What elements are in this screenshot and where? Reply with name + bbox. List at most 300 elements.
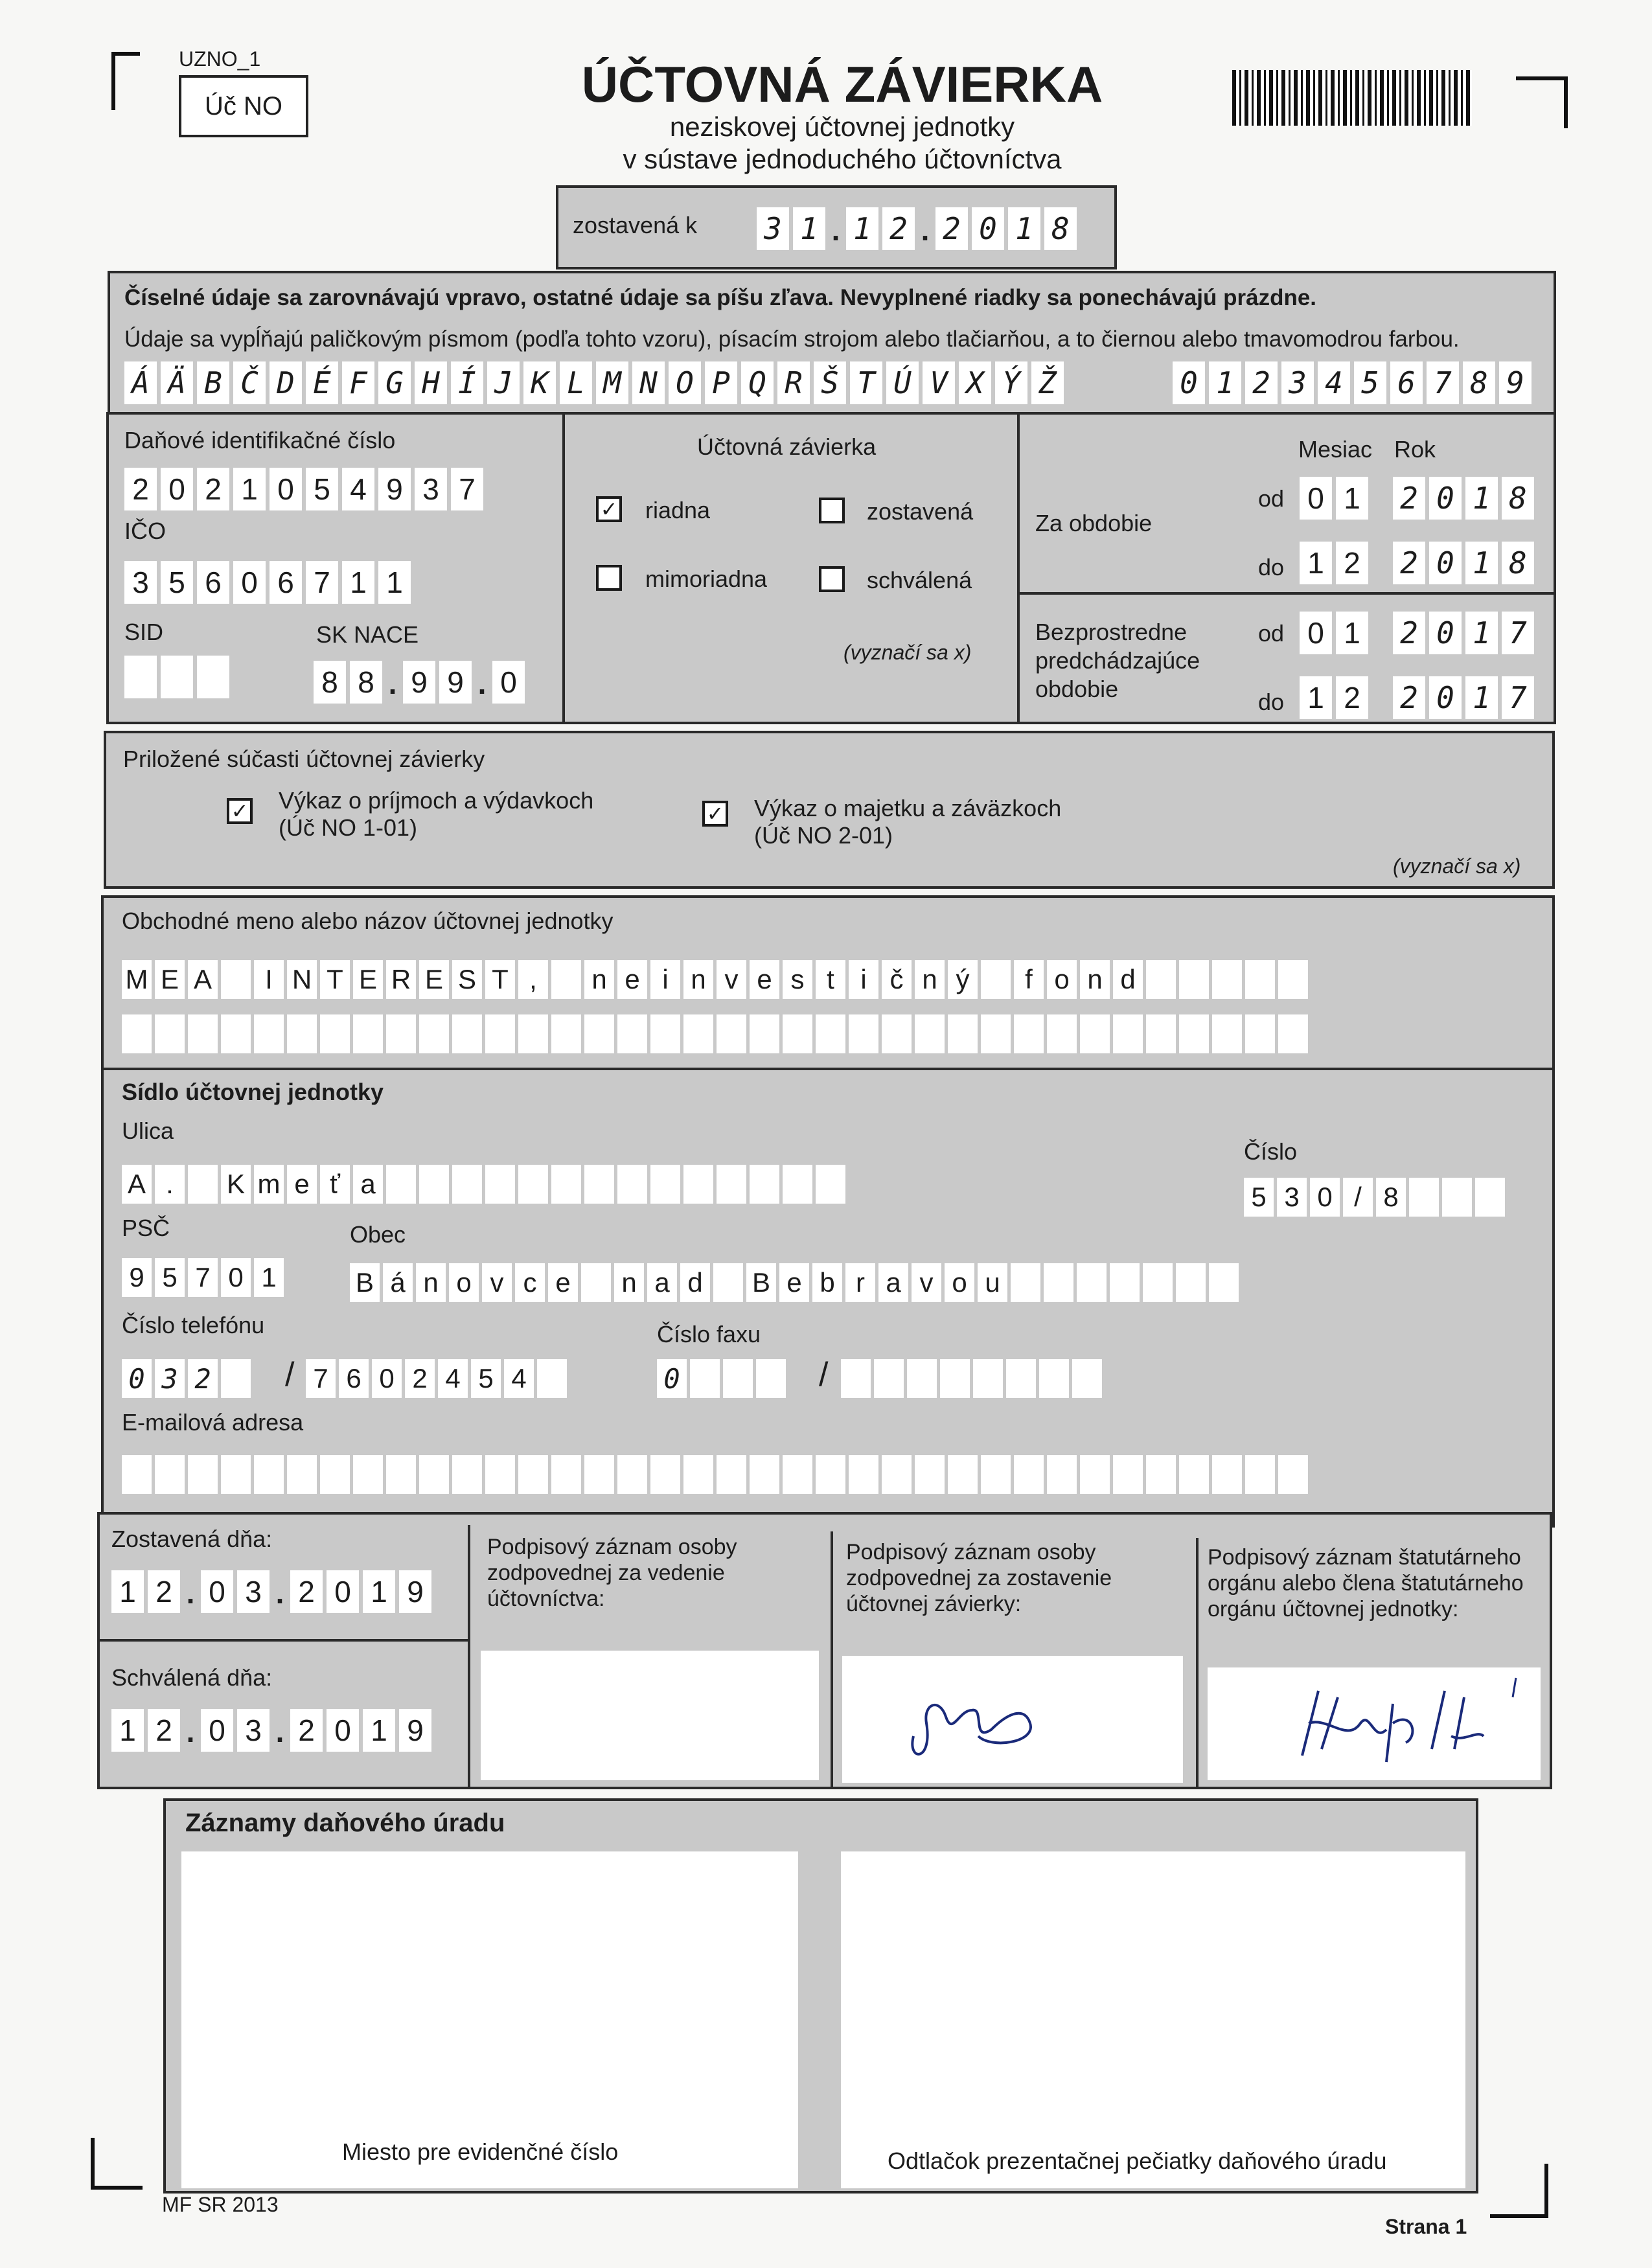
char-cell[interactable]: c [515,1263,545,1302]
char-cell[interactable] [981,960,1011,999]
char-cell[interactable]: 0 [122,1359,152,1398]
char-cell[interactable] [188,1014,218,1053]
char-cell[interactable] [1014,1455,1044,1494]
char-cell[interactable] [617,1455,647,1494]
char-cell[interactable] [452,1455,482,1494]
char-cell[interactable] [1047,1455,1077,1494]
char-cell[interactable]: u [978,1263,1007,1302]
char-cell[interactable] [841,1359,871,1398]
char-cell[interactable]: n [584,960,614,999]
char-cell[interactable] [386,1165,416,1204]
char-cell[interactable]: f [1014,960,1044,999]
char-cell[interactable]: v [912,1263,941,1302]
char-cell[interactable]: A [122,1165,152,1204]
char-cell[interactable]: 0 [372,1359,402,1398]
char-cell[interactable]: 3 [124,561,157,604]
char-cell[interactable] [750,1455,779,1494]
char-cell[interactable]: 0 [1429,612,1462,654]
char-cell[interactable]: 9 [399,1570,431,1613]
char-cell[interactable] [353,1014,383,1053]
char-cell[interactable]: 2 [124,468,157,510]
char-cell[interactable] [161,656,193,698]
char-cell[interactable] [221,1359,251,1398]
char-cell[interactable]: , [518,960,548,999]
riadna-checkbox[interactable] [596,496,622,522]
char-cell[interactable] [551,1165,581,1204]
char-cell[interactable] [882,1014,912,1053]
char-cell[interactable]: n [915,960,945,999]
char-cell[interactable]: 0 [201,1570,233,1613]
cur-to-month[interactable] [1300,542,1368,584]
char-cell[interactable] [1278,1014,1308,1053]
char-cell[interactable] [551,960,581,999]
separator-dot[interactable]: . [275,1576,284,1610]
city-field[interactable] [350,1263,1239,1302]
char-cell[interactable] [1039,1359,1069,1398]
char-cell[interactable] [419,1455,449,1494]
char-cell[interactable] [1245,1014,1275,1053]
char-cell[interactable]: 8 [1502,477,1534,520]
char-cell[interactable]: 2 [405,1359,435,1398]
char-cell[interactable] [1245,1455,1275,1494]
char-cell[interactable]: 0 [1310,1178,1340,1217]
char-cell[interactable]: 0 [327,1570,359,1613]
char-cell[interactable]: č [882,960,912,999]
char-cell[interactable] [1077,1263,1107,1302]
char-cell[interactable] [1014,1014,1044,1053]
char-cell[interactable]: 7 [451,468,483,510]
char-cell[interactable] [849,1014,878,1053]
char-cell[interactable]: n [614,1263,644,1302]
char-cell[interactable]: 9 [399,1709,431,1752]
char-cell[interactable]: á [383,1263,413,1302]
char-cell[interactable]: 0 [1429,477,1462,520]
char-cell[interactable] [915,1455,945,1494]
char-cell[interactable] [452,1014,482,1053]
char-cell[interactable] [1475,1178,1505,1217]
char-cell[interactable]: 3 [415,468,447,510]
char-cell[interactable]: 5 [1244,1178,1274,1217]
char-cell[interactable] [518,1455,548,1494]
char-cell[interactable] [386,1014,416,1053]
char-cell[interactable]: e [779,1263,809,1302]
char-cell[interactable]: 9 [439,661,472,704]
prev-from-month[interactable] [1300,612,1368,654]
prev-to-year[interactable] [1393,676,1534,719]
separator-dot[interactable]: . [186,1715,195,1748]
char-cell[interactable] [320,1455,350,1494]
char-cell[interactable] [155,1455,185,1494]
char-cell[interactable]: A [188,960,218,999]
char-cell[interactable] [783,1014,812,1053]
char-cell[interactable]: 2 [197,468,229,510]
char-cell[interactable] [750,1165,779,1204]
char-cell[interactable] [723,1359,753,1398]
char-cell[interactable]: . [155,1165,185,1204]
char-cell[interactable] [750,1014,779,1053]
char-cell[interactable]: 7 [1502,676,1534,719]
char-cell[interactable]: 0 [270,468,302,510]
char-cell[interactable]: 4 [504,1359,534,1398]
char-cell[interactable] [581,1263,611,1302]
char-cell[interactable]: 1 [111,1709,144,1752]
char-cell[interactable] [518,1014,548,1053]
separator-dot[interactable]: . [186,1576,195,1610]
char-cell[interactable] [650,1455,680,1494]
char-cell[interactable] [551,1455,581,1494]
char-cell[interactable]: 4 [438,1359,468,1398]
char-cell[interactable]: 2 [290,1570,323,1613]
char-cell[interactable] [221,1014,251,1053]
char-cell[interactable] [221,1455,251,1494]
char-cell[interactable]: S [452,960,482,999]
zostavena-checkbox[interactable] [819,498,845,523]
char-cell[interactable]: 1 [363,1709,395,1752]
char-cell[interactable]: d [680,1263,710,1302]
char-cell[interactable] [1278,960,1308,999]
char-cell[interactable]: 1 [1465,542,1498,584]
entity-name-row-1[interactable] [122,960,1308,999]
char-cell[interactable]: ý [948,960,978,999]
char-cell[interactable]: 2 [188,1359,218,1398]
char-cell[interactable] [816,1455,845,1494]
char-cell[interactable]: 6 [270,561,302,604]
char-cell[interactable]: n [683,960,713,999]
mimoriadna-checkbox[interactable] [596,565,622,591]
char-cell[interactable]: 2 [1393,477,1425,520]
char-cell[interactable]: e [617,960,647,999]
char-cell[interactable]: 0 [201,1709,233,1752]
char-cell[interactable] [254,1014,284,1053]
char-cell[interactable] [1011,1263,1040,1302]
char-cell[interactable]: 3 [1277,1178,1307,1217]
char-cell[interactable] [1278,1455,1308,1494]
char-cell[interactable] [124,656,157,698]
char-cell[interactable]: 3 [237,1709,270,1752]
char-cell[interactable]: 3 [155,1359,185,1398]
char-cell[interactable] [1006,1359,1036,1398]
char-cell[interactable] [1080,1014,1110,1053]
char-cell[interactable]: 5 [471,1359,501,1398]
char-cell[interactable]: a [647,1263,677,1302]
char-cell[interactable]: 7 [188,1258,218,1297]
evidence-number-area[interactable] [181,1851,798,2188]
char-cell[interactable] [981,1455,1011,1494]
char-cell[interactable]: / [1343,1178,1373,1217]
char-cell[interactable] [1212,960,1242,999]
char-cell[interactable] [584,1165,614,1204]
prev-to-month[interactable] [1300,676,1368,719]
char-cell[interactable]: a [878,1263,908,1302]
char-cell[interactable] [122,1014,152,1053]
char-cell[interactable]: 7 [306,561,338,604]
char-cell[interactable] [1072,1359,1102,1398]
char-cell[interactable]: d [1113,960,1143,999]
char-cell[interactable]: 7 [1502,612,1534,654]
char-cell[interactable] [1047,1014,1077,1053]
char-cell[interactable]: e [548,1263,578,1302]
char-cell[interactable] [485,1455,515,1494]
char-cell[interactable] [783,1455,812,1494]
char-cell[interactable]: 2 [148,1709,180,1752]
compiled-on-field[interactable] [111,1570,431,1613]
char-cell[interactable] [849,1455,878,1494]
char-cell[interactable]: m [254,1165,284,1204]
char-cell[interactable] [973,1359,1003,1398]
char-cell[interactable]: 2 [1393,612,1425,654]
char-cell[interactable] [1143,1263,1173,1302]
char-cell[interactable]: B [350,1263,380,1302]
char-cell[interactable]: 1 [342,561,374,604]
char-cell[interactable]: 9 [403,661,435,704]
char-cell[interactable]: 0 [1300,477,1332,520]
cur-from-month[interactable] [1300,477,1368,520]
char-cell[interactable]: E [419,960,449,999]
char-cell[interactable] [1113,1014,1143,1053]
char-cell[interactable]: 5 [161,561,193,604]
char-cell[interactable]: 0 [1300,612,1332,654]
char-cell[interactable]: i [849,960,878,999]
number-field[interactable] [1244,1178,1505,1217]
char-cell[interactable] [287,1014,317,1053]
char-cell[interactable] [1179,1014,1209,1053]
char-cell[interactable] [1212,1455,1242,1494]
char-cell[interactable]: T [485,960,515,999]
attachment-1-checkbox[interactable] [227,798,253,824]
separator-dot[interactable]: . [477,667,487,700]
schvalena-checkbox[interactable] [819,566,845,592]
char-cell[interactable] [650,1014,680,1053]
char-cell[interactable] [419,1165,449,1204]
char-cell[interactable] [386,1455,416,1494]
char-cell[interactable] [584,1014,614,1053]
char-cell[interactable]: 8 [350,661,382,704]
char-cell[interactable]: 2 [290,1709,323,1752]
char-cell[interactable] [1212,1014,1242,1053]
char-cell[interactable]: t [816,960,845,999]
char-cell[interactable]: 5 [155,1258,185,1297]
char-cell[interactable] [537,1359,567,1398]
fax-prefix-field[interactable] [657,1359,786,1398]
char-cell[interactable]: 1 [1465,612,1498,654]
char-cell[interactable] [713,1263,743,1302]
char-cell[interactable]: 4 [342,468,374,510]
char-cell[interactable] [155,1014,185,1053]
char-cell[interactable] [816,1165,845,1204]
char-cell[interactable]: b [812,1263,842,1302]
char-cell[interactable] [756,1359,786,1398]
char-cell[interactable]: E [155,960,185,999]
dic-field[interactable] [124,468,483,510]
char-cell[interactable] [1146,1014,1176,1053]
char-cell[interactable] [1146,1455,1176,1494]
fax-field[interactable] [841,1359,1102,1398]
char-cell[interactable] [683,1455,713,1494]
entity-name-row-2[interactable] [122,1014,1308,1053]
char-cell[interactable]: N [287,960,317,999]
char-cell[interactable] [584,1455,614,1494]
char-cell[interactable]: 0 [233,561,266,604]
char-cell[interactable]: 0 [492,661,525,704]
char-cell[interactable]: 1 [378,561,411,604]
sid-field[interactable] [124,656,229,698]
char-cell[interactable]: ť [320,1165,350,1204]
char-cell[interactable]: 0 [221,1258,251,1297]
char-cell[interactable] [783,1165,812,1204]
char-cell[interactable]: 6 [197,561,229,604]
char-cell[interactable]: n [416,1263,446,1302]
char-cell[interactable] [617,1165,647,1204]
char-cell[interactable] [1442,1178,1472,1217]
char-cell[interactable] [1179,960,1209,999]
char-cell[interactable]: o [945,1263,974,1302]
char-cell[interactable] [948,1014,978,1053]
char-cell[interactable] [419,1014,449,1053]
char-cell[interactable]: o [1047,960,1077,999]
char-cell[interactable] [518,1165,548,1204]
char-cell[interactable] [188,1165,218,1204]
char-cell[interactable]: 7 [306,1359,336,1398]
char-cell[interactable]: v [717,960,746,999]
email-field[interactable] [122,1455,1308,1494]
char-cell[interactable]: R [386,960,416,999]
cur-from-year[interactable] [1393,477,1534,520]
char-cell[interactable] [1113,1455,1143,1494]
char-cell[interactable] [221,960,251,999]
char-cell[interactable]: 2 [148,1570,180,1613]
approved-on-field[interactable] [111,1709,431,1752]
phone-prefix-field[interactable] [122,1359,251,1398]
separator-dot[interactable]: . [275,1715,284,1748]
char-cell[interactable]: M [122,960,152,999]
char-cell[interactable]: 2 [1393,542,1425,584]
char-cell[interactable] [617,1014,647,1053]
char-cell[interactable]: 1 [1300,542,1332,584]
char-cell[interactable]: 1 [363,1570,395,1613]
char-cell[interactable]: B [746,1263,776,1302]
char-cell[interactable]: e [750,960,779,999]
char-cell[interactable]: 1 [1300,676,1332,719]
separator-dot[interactable]: . [388,667,397,700]
char-cell[interactable]: 0 [161,468,193,510]
char-cell[interactable]: i [650,960,680,999]
char-cell[interactable] [1209,1263,1239,1302]
char-cell[interactable] [683,1014,713,1053]
char-cell[interactable]: e [287,1165,317,1204]
char-cell[interactable]: 1 [1465,676,1498,719]
char-cell[interactable]: 1 [254,1258,284,1297]
char-cell[interactable] [717,1455,746,1494]
char-cell[interactable]: 5 [306,468,338,510]
nace-field[interactable] [314,661,525,704]
char-cell[interactable]: 0 [1429,542,1462,584]
char-cell[interactable] [1409,1178,1439,1217]
cur-to-year[interactable] [1393,542,1534,584]
char-cell[interactable] [254,1455,284,1494]
char-cell[interactable]: K [221,1165,251,1204]
char-cell[interactable] [981,1014,1011,1053]
char-cell[interactable] [1110,1263,1140,1302]
char-cell[interactable] [717,1165,746,1204]
char-cell[interactable] [320,1014,350,1053]
char-cell[interactable] [690,1359,720,1398]
char-cell[interactable]: 0 [327,1709,359,1752]
char-cell[interactable]: 0 [657,1359,687,1398]
ico-field[interactable] [124,561,411,604]
attachment-2-checkbox[interactable] [702,801,728,827]
char-cell[interactable]: 1 [233,468,266,510]
char-cell[interactable] [683,1165,713,1204]
char-cell[interactable]: 1 [1336,477,1368,520]
char-cell[interactable] [452,1165,482,1204]
char-cell[interactable] [650,1165,680,1204]
char-cell[interactable] [551,1014,581,1053]
char-cell[interactable] [122,1455,152,1494]
char-cell[interactable]: I [254,960,284,999]
char-cell[interactable]: 3 [237,1570,270,1613]
char-cell[interactable]: E [353,960,383,999]
char-cell[interactable]: 1 [111,1570,144,1613]
char-cell[interactable]: v [482,1263,512,1302]
char-cell[interactable]: 1 [1465,477,1498,520]
char-cell[interactable] [353,1455,383,1494]
char-cell[interactable] [1146,960,1176,999]
char-cell[interactable]: o [449,1263,479,1302]
char-cell[interactable]: 2 [1336,676,1368,719]
char-cell[interactable] [1245,960,1275,999]
char-cell[interactable] [1176,1263,1206,1302]
char-cell[interactable]: 8 [314,661,346,704]
street-field[interactable] [122,1165,845,1204]
char-cell[interactable]: a [353,1165,383,1204]
char-cell[interactable]: 2 [1336,542,1368,584]
prev-from-year[interactable] [1393,612,1534,654]
psc-field[interactable] [122,1258,284,1297]
char-cell[interactable]: 6 [339,1359,369,1398]
char-cell[interactable] [485,1014,515,1053]
char-cell[interactable]: 1 [1336,612,1368,654]
char-cell[interactable]: 0 [1429,676,1462,719]
char-cell[interactable] [188,1455,218,1494]
char-cell[interactable] [940,1359,970,1398]
char-cell[interactable]: 9 [122,1258,152,1297]
char-cell[interactable] [717,1014,746,1053]
char-cell[interactable] [882,1455,912,1494]
char-cell[interactable]: T [320,960,350,999]
sig1-area[interactable] [481,1651,819,1780]
char-cell[interactable]: 8 [1502,542,1534,584]
char-cell[interactable]: n [1080,960,1110,999]
char-cell[interactable] [287,1455,317,1494]
char-cell[interactable] [197,656,229,698]
char-cell[interactable] [485,1165,515,1204]
char-cell[interactable]: 9 [378,468,411,510]
char-cell[interactable] [1044,1263,1073,1302]
char-cell[interactable] [816,1014,845,1053]
char-cell[interactable] [907,1359,937,1398]
char-cell[interactable] [915,1014,945,1053]
stamp-area[interactable] [841,1851,1465,2188]
char-cell[interactable] [1179,1455,1209,1494]
char-cell[interactable] [948,1455,978,1494]
phone-field[interactable] [306,1359,567,1398]
char-cell[interactable]: r [845,1263,875,1302]
char-cell[interactable] [874,1359,904,1398]
char-cell[interactable]: 2 [1393,676,1425,719]
char-cell[interactable]: 8 [1376,1178,1406,1217]
char-cell[interactable]: s [783,960,812,999]
char-cell[interactable] [1080,1455,1110,1494]
